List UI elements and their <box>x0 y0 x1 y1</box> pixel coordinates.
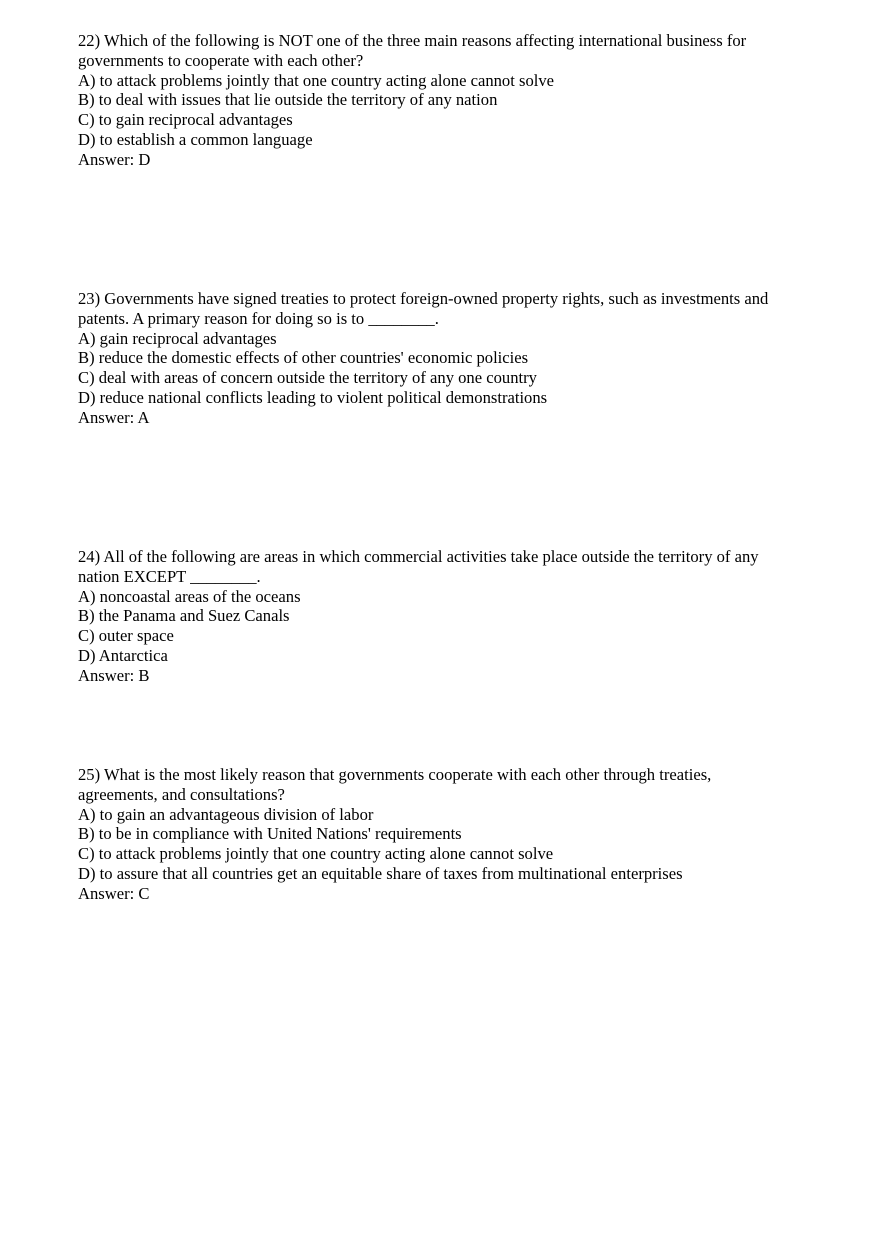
question-22 <box>78 31 808 170</box>
option-c: C) deal with areas of concern outside the territory of any one country <box>78 368 537 388</box>
question-number: 24) <box>78 547 101 566</box>
question-stem-line-1: 24) All of the following are areas in which commercial activities take place outside the territory of any <box>78 547 759 566</box>
question-stem-line-2: agreements, and consultations? <box>78 784 285 804</box>
option-c: C) to attack problems jointly that one country acting alone cannot solve <box>78 844 554 864</box>
question-24 <box>78 547 808 686</box>
option-d: D) reduce national conflicts leading to violent political demonstrations <box>78 387 548 407</box>
option-a: A) noncoastal areas of the oceans <box>78 586 301 606</box>
option-d: D) Antarctica <box>78 645 168 665</box>
question-stem-line-1: 23) Governments have signed treaties to protect foreign-owned property rights, such as investments and <box>78 289 769 308</box>
option-c: C) to gain reciprocal advantages <box>78 110 293 130</box>
question-number: 25) <box>78 765 101 784</box>
question-stem-line-1: 22) Which of the following is NOT one of the three main reasons affecting international business for <box>78 31 747 50</box>
answer-line: Answer: D <box>78 149 151 169</box>
question-number: 23) <box>78 289 101 308</box>
question-number: 22) <box>78 31 101 50</box>
option-a: A) to gain an advantageous division of labor <box>78 804 374 824</box>
question-stem-line-2: governments to cooperate with each other? <box>78 50 364 70</box>
question-stem-line-2: patents. A primary reason for doing so is to ________. <box>78 308 439 328</box>
answer-line: Answer: B <box>78 665 150 685</box>
question-stem-line-2: nation EXCEPT ________. <box>78 566 261 586</box>
option-b: B) reduce the domestic effects of other countries' economic policies <box>78 348 529 368</box>
option-a: A) gain reciprocal advantages <box>78 328 277 348</box>
option-b: B) to deal with issues that lie outside the territory of any nation <box>78 90 498 110</box>
option-c: C) outer space <box>78 626 174 646</box>
option-d: D) to assure that all countries get an equitable share of taxes from multinational enterprises <box>78 863 683 883</box>
option-b: B) the Panama and Suez Canals <box>78 606 290 626</box>
question-23 <box>78 289 808 428</box>
question-25 <box>78 765 808 904</box>
answer-line: Answer: A <box>78 407 150 427</box>
option-d: D) to establish a common language <box>78 129 313 149</box>
question-stem-line-1: 25) What is the most likely reason that governments cooperate with each other through treaties, <box>78 765 712 784</box>
option-b: B) to be in compliance with United Nations' requirements <box>78 824 462 844</box>
answer-line: Answer: C <box>78 883 150 903</box>
option-a: A) to attack problems jointly that one country acting alone cannot solve <box>78 70 555 90</box>
